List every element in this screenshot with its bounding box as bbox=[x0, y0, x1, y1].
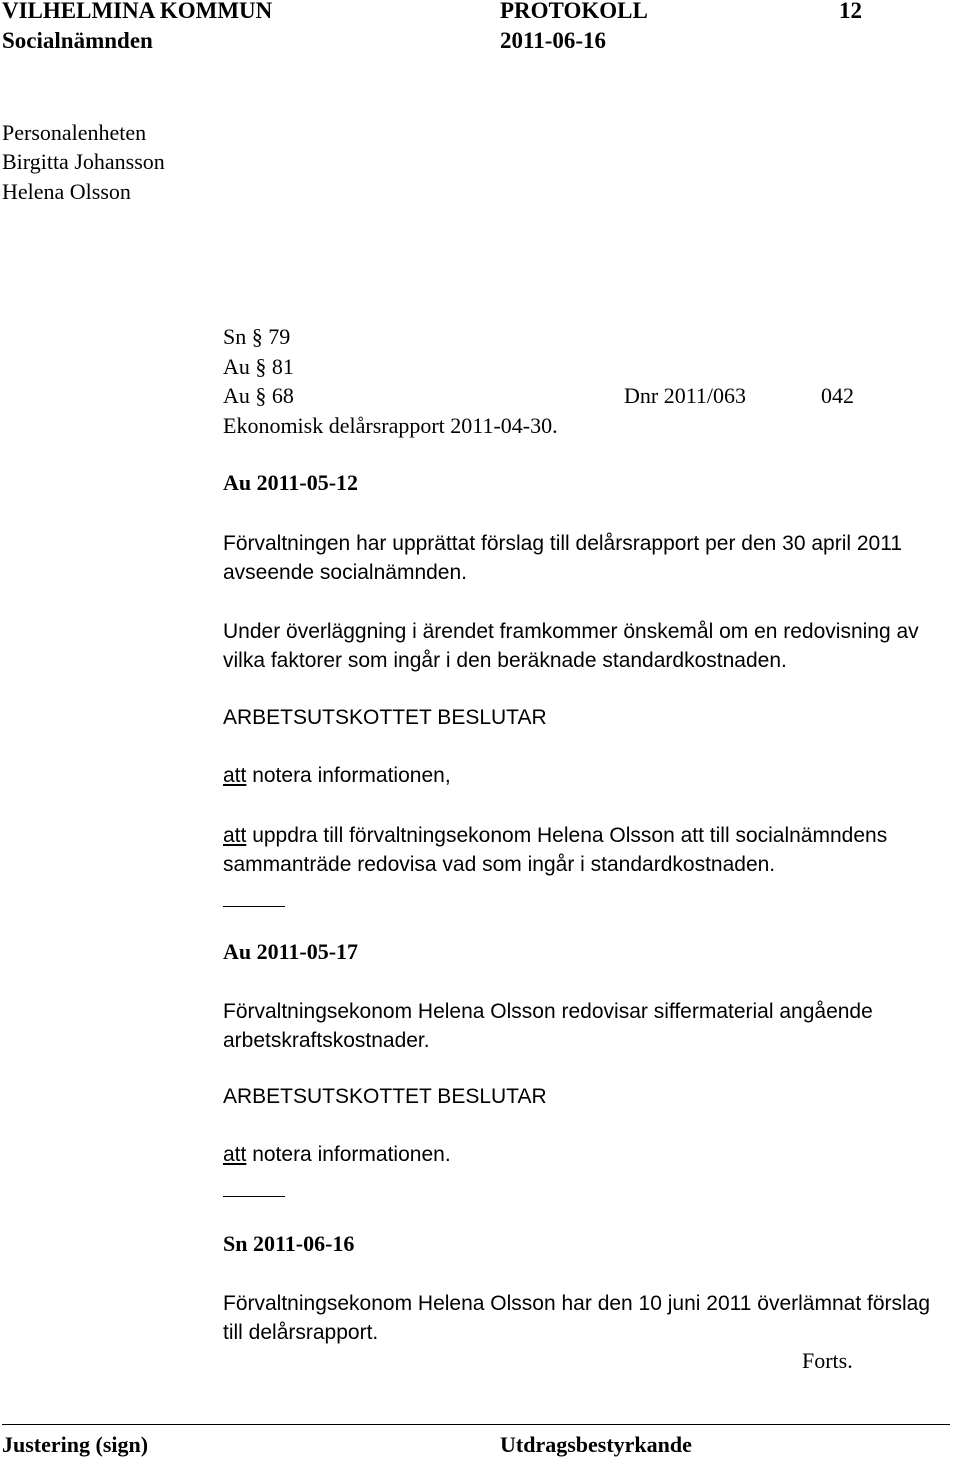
att-label: att bbox=[223, 824, 247, 847]
ref-au-2: Au § 68 bbox=[223, 383, 294, 408]
committee-name: Socialnämnden bbox=[2, 28, 153, 53]
section-heading-au-0512: Au 2011-05-12 bbox=[223, 470, 359, 495]
section-heading-sn-0616: Sn 2011-06-16 bbox=[223, 1231, 355, 1256]
footer-rule bbox=[2, 1424, 950, 1425]
ref-sn: Sn § 79 bbox=[223, 324, 291, 349]
section-heading-au-0517: Au 2011-05-17 bbox=[223, 939, 359, 964]
ref-au-1: Au § 81 bbox=[223, 354, 294, 379]
recipient-2: Birgitta Johansson bbox=[2, 149, 165, 174]
justering-label: Justering (sign) bbox=[2, 1432, 149, 1457]
continued-marker: Forts. bbox=[802, 1348, 853, 1373]
dnr-code: 042 bbox=[821, 383, 854, 408]
section2-paragraph-1: Förvaltningsekonom Helena Olsson redovisar siffermaterial angående arbetskraftskostnader. bbox=[223, 1000, 873, 1052]
section-divider-1 bbox=[223, 906, 285, 907]
decision-item-1 bbox=[223, 763, 451, 789]
section-divider-2 bbox=[223, 1196, 285, 1197]
decision-item-1-text: notera informationen, bbox=[246, 764, 451, 787]
decision-heading-2: ARBETSUTSKOTTET BESLUTAR bbox=[223, 1085, 547, 1108]
att-label: att bbox=[223, 1143, 247, 1166]
decision-item-2 bbox=[223, 821, 960, 879]
dnr: Dnr 2011/063 bbox=[624, 383, 747, 408]
meeting-date: 2011-06-16 bbox=[500, 28, 607, 53]
att-label: att bbox=[223, 764, 247, 787]
utdragsbestyrkande-label: Utdragsbestyrkande bbox=[500, 1432, 692, 1457]
decision-item-2-text: uppdra till förvaltningsekonom Helena Olsson att till socialnämndens sammanträde redovisa vad som ingår i standardkostnaden. bbox=[223, 824, 888, 876]
org-name: VILHELMINA KOMMUN bbox=[2, 0, 273, 23]
page-number: 12 bbox=[839, 0, 862, 23]
section3-paragraph-1: Förvaltningsekonom Helena Olsson har den 10 juni 2011 överlämnat förslag till delårsrapport. bbox=[223, 1292, 931, 1344]
decision-heading-1: ARBETSUTSKOTTET BESLUTAR bbox=[223, 706, 547, 729]
document-type: PROTOKOLL bbox=[500, 0, 648, 23]
decision-item-3 bbox=[223, 1142, 451, 1168]
subject: Ekonomisk delårsrapport 2011-04-30. bbox=[223, 413, 558, 438]
recipient-3: Helena Olsson bbox=[2, 179, 131, 204]
recipient-1: Personalenheten bbox=[2, 120, 147, 145]
section1-paragraph-2: Under överläggning i ärendet framkommer önskemål om en redovisning av vilka faktorer som ingår i den beräknade standardkostnaden. bbox=[223, 620, 919, 672]
section1-paragraph-1: Förvaltningen har upprättat förslag till delårsrapport per den 30 april 2011 avseende socialnämnden. bbox=[223, 532, 903, 584]
decision-item-3-text: notera informationen. bbox=[246, 1143, 451, 1166]
